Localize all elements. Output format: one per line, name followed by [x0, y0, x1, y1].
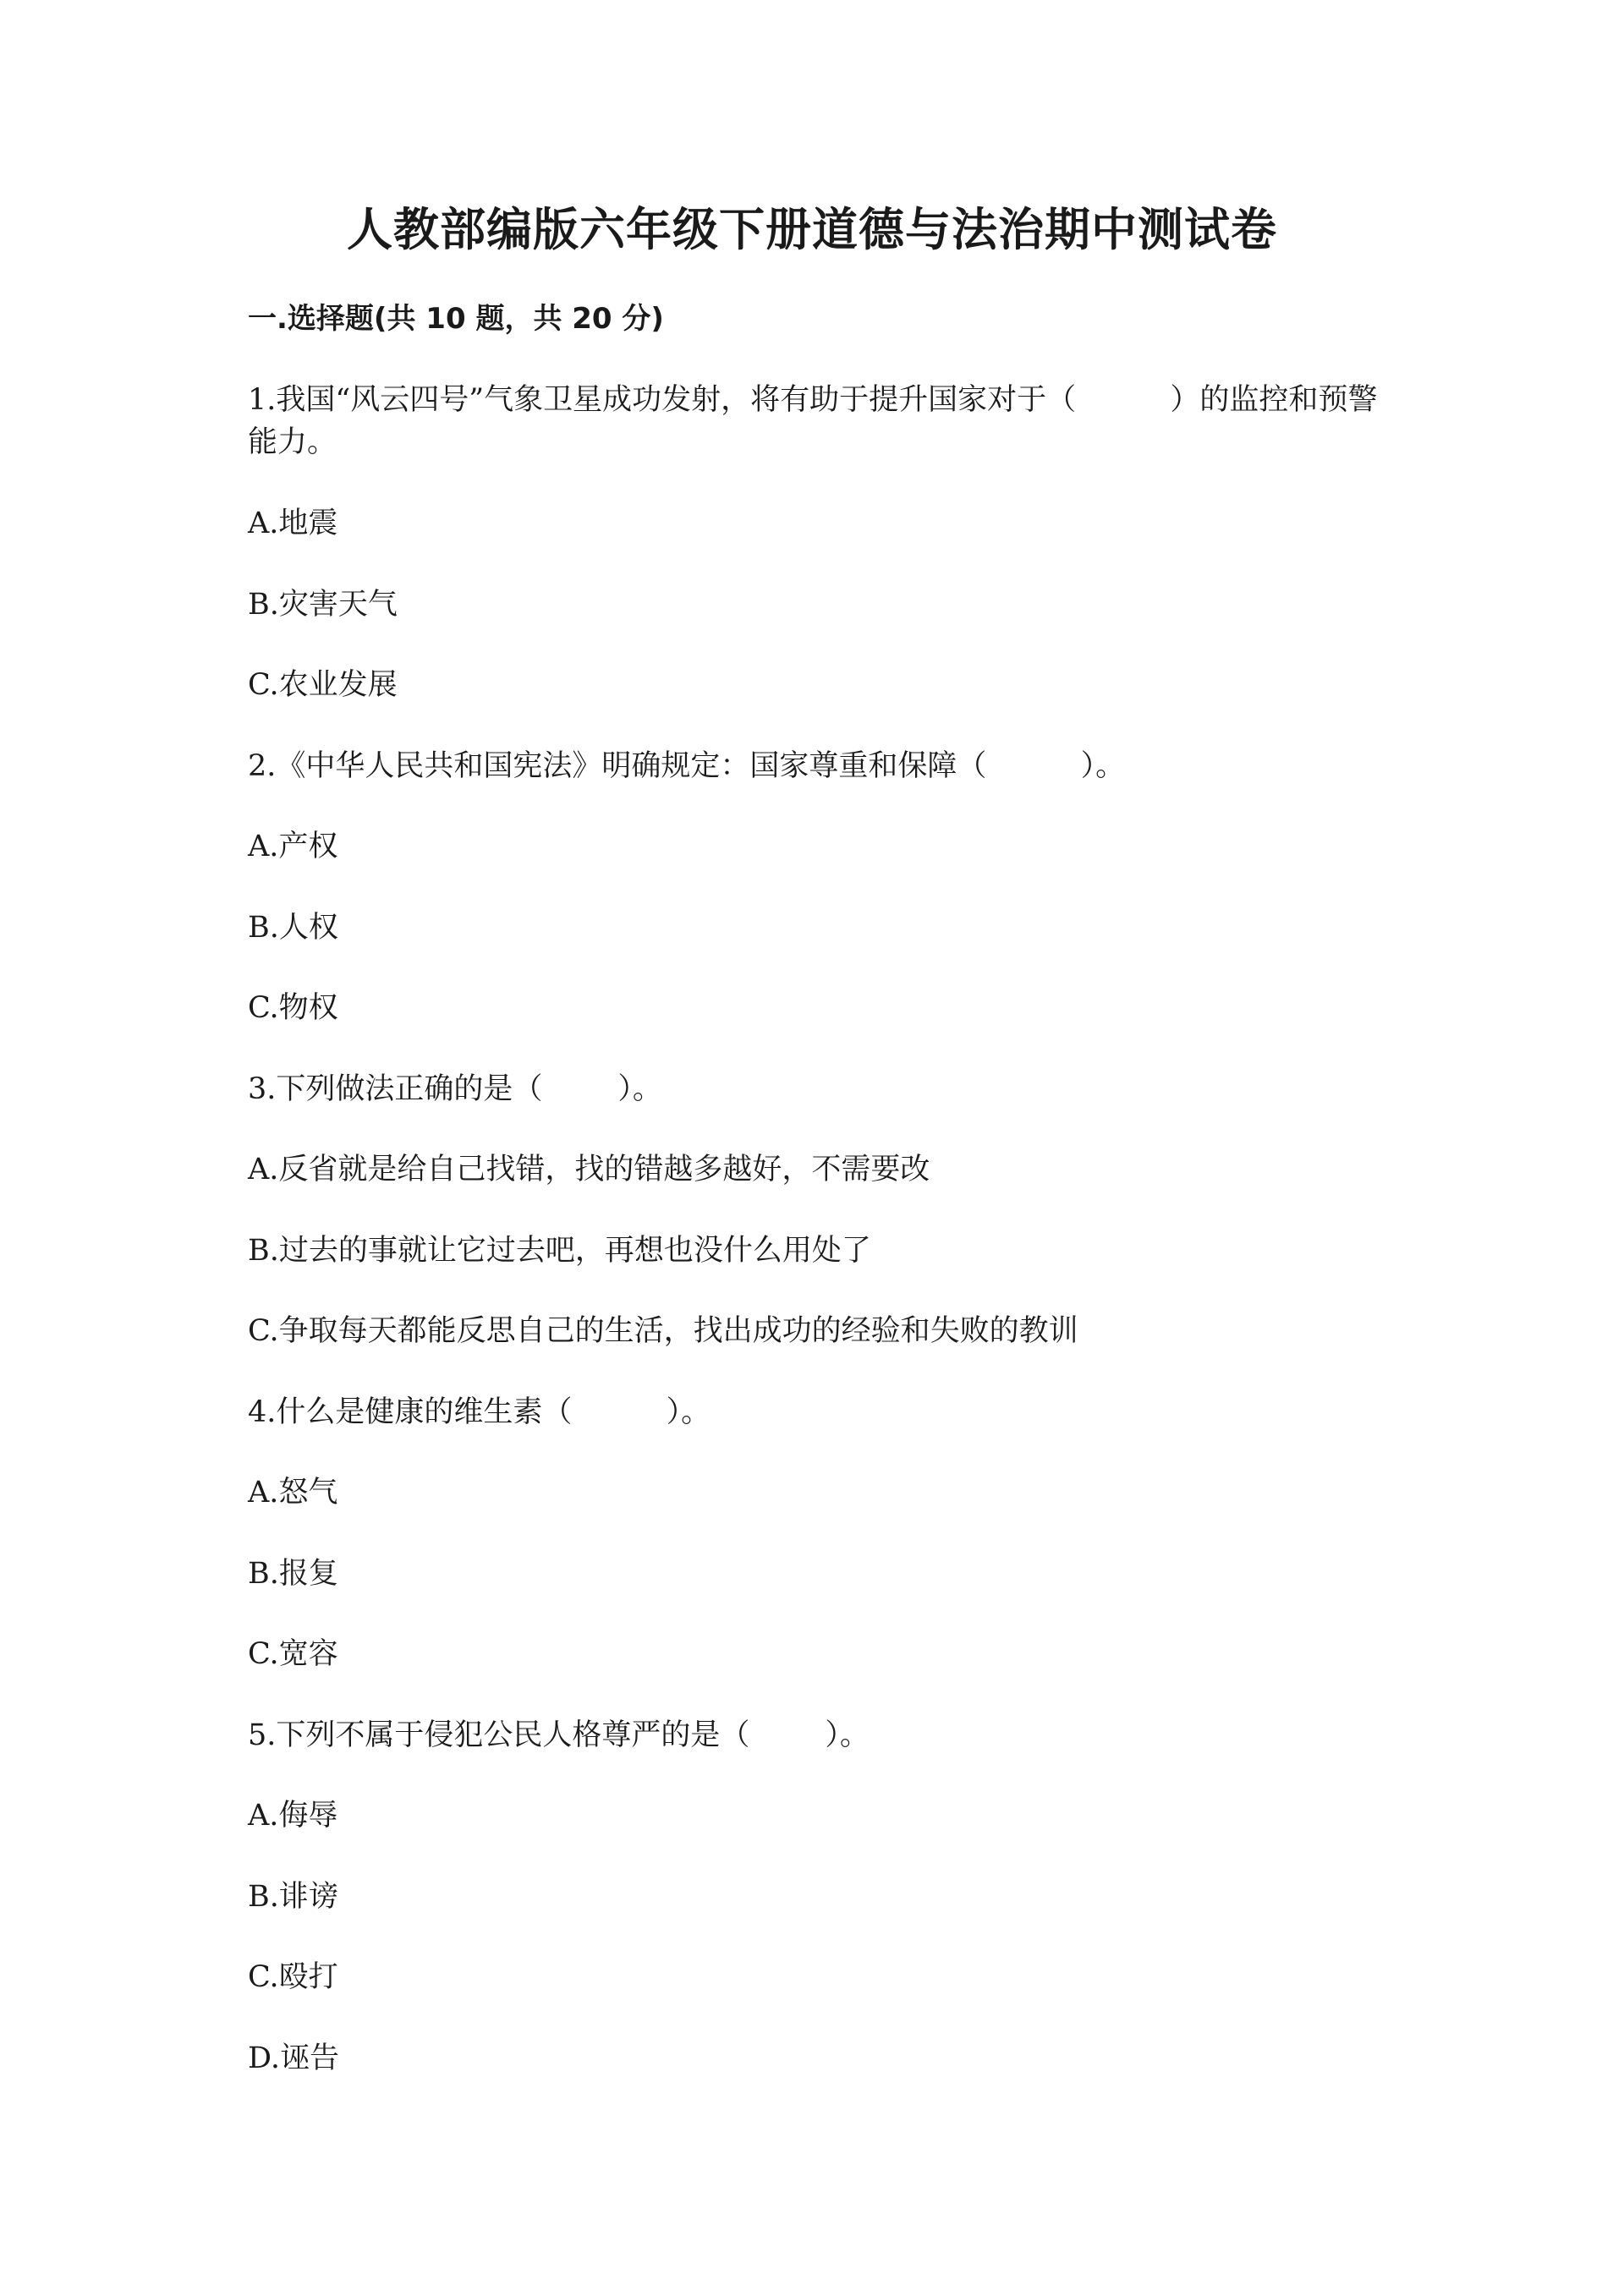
question-stem: 4.什么是健康的维生素（ ）。: [248, 1395, 711, 1429]
answer-option: A.怒气: [248, 1476, 338, 1510]
answer-option: B.报复: [248, 1557, 338, 1591]
answer-option: B.诽谤: [248, 1880, 338, 1914]
question-stem: 1.我国“风云四号”气象卫星成功发射，将有助于提升国家对于（ ）的监控和预警能力。: [248, 383, 1378, 459]
answer-option: B.灾害天气: [248, 588, 398, 622]
answer-option: A.地震: [248, 507, 338, 540]
answer-option: B.过去的事就让它过去吧，再想也没什么用处了: [248, 1234, 871, 1268]
answer-option: C.农业发展: [248, 668, 398, 702]
question-stem: 5.下列不属于侵犯公民人格尊严的是（ ）。: [248, 1718, 870, 1752]
answer-option: C.争取每天都能反思自己的生活，找出成功的经验和失败的教训: [248, 1314, 1078, 1348]
page-title: 人教部编版六年级下册道德与法治期中测试卷: [347, 203, 1277, 256]
section-heading: 一.选择题(共 10 题，共 20 分): [248, 302, 664, 336]
answer-option: B.人权: [248, 911, 338, 945]
answer-option: A.反省就是给自己找错，找的错越多越好，不需要改: [248, 1153, 930, 1186]
answer-option: C.物权: [248, 991, 338, 1025]
answer-option: C.殴打: [248, 1960, 338, 1994]
question-stem: 3.下列做法正确的是（ ）。: [248, 1072, 662, 1106]
answer-option: A.侮辱: [248, 1799, 338, 1833]
question-stem: 2.《中华人民共和国宪法》明确规定：国家尊重和保障（ ）。: [248, 749, 1126, 783]
answer-option: D.诬告: [248, 2041, 339, 2075]
answer-option: C.宽容: [248, 1637, 338, 1671]
answer-option: A.产权: [248, 830, 338, 863]
